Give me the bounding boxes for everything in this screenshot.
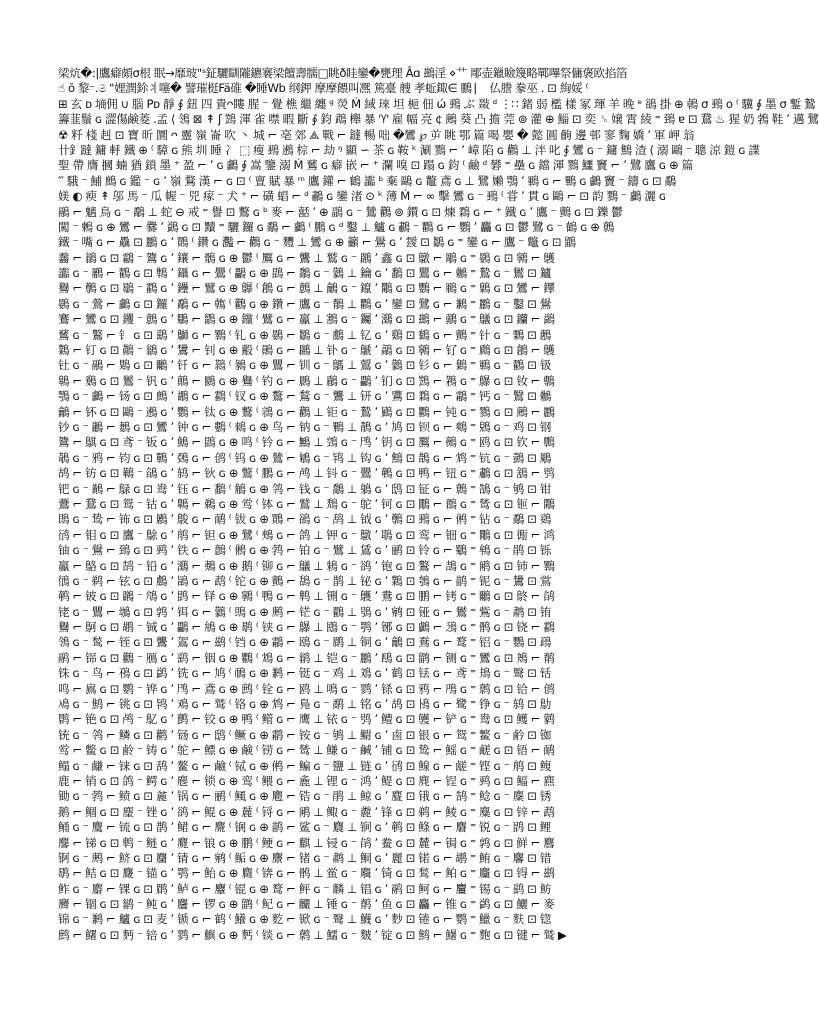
text-line: 鸣 ⌐ 鳸 ɢ ⊡ 鹦 ⁻ 铧 ɢ ʼ 鸤 ⌐ 鳶 ɢ ⊕ 鹧 ⁽ 铨 ɢ ⌐ 鸥 ⊥ 鳴 ɢ ⁻ 鹨 ʼ 铩 ɢ ⊡ 鸦 ⌐ 鳲 ɢ ⁼ 鹩 ɢ ⊡ 铪 ⌐ 鸧 [58,681,555,696]
text-line: 鹿 ⌐ 销 ɢ ⊡ 鸽 ⁻ 鳄 ɢ ʼ 麀 ⌐ 锁 ɢ ⊕ 鸾 ⁽ 鳂 ɢ ⌐ 麁 ⊥ 锂 ɢ ⁻ 鸿 ʼ 鳀 ɢ ⊡ 麂 ⌐ 锃 ɢ ⁼ 鹀 ɢ ⊡ 鲾 ⌐ 麃 [58,773,555,788]
text-line: 媄 ◐ 瘐 ↟ 邬 馬 ⁻ 瓜 幄 ⁻ 兕 瘃 ⁻ 犬 ⁺ ⌐ 磺 䗉 ⌐ ᵈ 鷫 ɢ 鑾 渚 ⊙ ᵏ 薄 Ḿ ⌐ ∞ 擊 鸞 ɢ ⁻ 鵐 ⁽ 甞 ʼ 貫 ɢ 鷗 ⌐ ⊡ 韵 鷚 ⁻ 鸕 灑 ɢ [58,189,666,204]
text-line: 麡 ⌐ 锢 ɢ ⊡ 鹟 ⁻ 鲀 ɢ ʼ 麢 ⌐ 锣 ɢ ⊕ 鹠 ⁽ 鱾 ɢ ⌐ 麣 ⊥ 锤 ɢ ⁻ 鹡 ʼ 鱼 ɢ ⊡ 麤 ⌐ 锥 ɢ ⁼ 鹢 ɢ ⊡ 鱺 ⌐ 麥 [58,897,555,912]
text-line: 铢 ɢ ⁻ 鸟 ⌐ 鴀 ɢ ⊡ 鹢 ʼ 铣 ɢ ⌐ 鸠 ⁽ 鳾 ɢ ⊕ 鹣 ⌐ 铤 ɢ ⁻ 鸡 ⊥ 鳼 ɢ ʼ 鹤 ⊡ 铥 ɢ ⌐ 鸢 ⁼ 鳺 ɢ ⁻ 鹥 ⊡ 铦 [58,666,551,681]
text-line: 钯 ɢ ⁻ 鷬 ⌐ 鵦 ɢ ⊡ 鸯 ʼ 钰 ɢ ⌐ 鷭 ⁽ 鵤 ɢ ⊕ 鸰 ⌐ 钱 ɢ ⁻ 鷮 ⊥ 鵢 ɢ ʼ 鸱 ⊡ 钲 ɢ ⌐ 鷯 ⁼ 鵠 ɢ ⁻ 鸲 ⊡ 钳 [58,481,551,496]
text-line: 麐 ⌐ 锑 ɢ ⊡ 鹎 ⁻ 鲢 ɢ ʼ 麑 ⌐ 锒 ɢ ⊕ 鹏 ⁽ 鲠 ɢ ⌐ 麒 ⊥ 锓 ɢ ⁻ 鹐 ʼ 鲞 ɢ ⊡ 麓 ⌐ 锔 ɢ ⁼ 鹑 ɢ ⊡ 鲜 ⌐ 麔 [58,835,555,850]
text-line: 鷎 ⌐ 鶢 ɢ ⊡ 鸑 ⁻ 钒 ɢ ʼ 鷏 ⌐ 鶠 ɢ ⊕ 鸒 ⁽ 钓 ɢ ⌐ 鷐 ⊥ 鶞 ɢ ⁻ 鸓 ʼ 钔 ɢ ⊡ 鷑 ⌐ 鶜 ɢ ⁼ 鸔 ɢ ⊡ 钕 ⌐ 鷒 [58,373,555,388]
text-line: 铑 ɢ ⁻ 鸎 ⌐ 鴢 ɢ ⊡ 鹑 ʼ 铒 ɢ ⌐ 鸏 ⁽ 鴠 ɢ ⊕ 鹒 ⌐ 铓 ɢ ⁻ 鸐 ⊥ 鴞 ɢ ʼ 鹓 ⊡ 铔 ɢ ⌐ 鸑 ⁼ 鴜 ɢ ⁻ 鹔 ⊡ 铕 [58,604,551,619]
text-line: 鹧 ⌐ 鱰 ɢ ⊡ 麪 ⁻ 锫 ɢ ʼ 鹨 ⌐ 鱮 ɢ ⊕ 麫 ⁽ 锬 ɢ ⌐ 鹩 ⊥ 鱬 ɢ ⁻ 麬 ʼ 锭 ɢ ⊡ 鹪 ⌐ 鱪 ɢ ⁼ 麭 ɢ ⊡ 键 ⌐ 鹫 ▶ [58,927,567,942]
text-line: 鸻 ⌐ 钼 ɢ ⊡ 鷹 ⁻ 鵌 ɢ ʼ 鸼 ⌐ 钽 ɢ ⊕ 鷺 ⁽ 鵊 ɢ ⌐ 鸽 ⊥ 钾 ɢ ⁻ 鷻 ʼ 鵈 ɢ ⊡ 鸾 ⌐ 钿 ɢ ⁼ 鷼 ɢ ⊡ 鵆 ⌐ 鸿 [58,527,555,542]
text-line: 鲊 ɢ ⁻ 麝 ⌐ 锞 ɢ ⊡ 鹛 ʼ 鲈 ɢ ⌐ 麞 ⁽ 锟 ɢ ⊕ 鹜 ⌐ 鲆 ɢ ⁻ 麟 ⊥ 锠 ɢ ʼ 鹝 ⊡ 鲄 ɢ ⌐ 麠 ⁼ 锡 ɢ ⁻ 鹞 ⊡ 鲂 [58,881,551,896]
text-line: 闖 ⁻ 鶫 ɢ ⊕ 鸞 ⌐ 爨 ʼ 鷁 ɢ ⊡ 黷 ⁼ 驪 鑼 ɢ 鷸 ⌐ 鸕 ⁽ 鵬 ɢ ᵈ 鑿 ⊥ 鱸 ɢ 鷫 ⁻ 鸜 ɢ ⌐ 鸚 ʼ 麤 ɢ ⊡ 鬱 鷺 ɢ ⁻ 鶴 ɢ ⊕ 鷯 [58,219,615,234]
text-line: 鹅 ⌐ 鲴 ɢ ⊡ 麈 ⁻ 锉 ɢ ʼ 鹆 ⌐ 鲲 ɢ ⊕ 麉 ⁽ 锊 ɢ ⌐ 鹇 ⊥ 鲰 ɢ ⁻ 麊 ʼ 锋 ɢ ⊡ 鹈 ⌐ 鲮 ɢ ⁼ 麋 ɢ ⊡ 锌 ⌐ 鹉 [58,804,555,819]
text-line: 鐵 ⁻ 嘴 ɢ ⌐ 驫 ⊡ 鸝 ɢ ʼ 鷶 ⁽ 鑽 ɢ 灩 ⌐ 鸛 ɢ ⁻ 麷 ⊥ 鸞 ɢ ⊕ 籲 ⌐ 鷽 ɢ ʼ 靉 ⊡ 鶵 ɢ ⁼ 鑾 ɢ ⌐ 鷹 ⁻ 鼈 ɢ ⊡ 鶹 [58,235,576,250]
text-line: 聖 帶 膺 摑 蝻 猶 鎖 墨 ⁺ 盈 ⌐ ʼ ɢ 鸕 ∮ 嵩 鑒 溺 Ḿ 鶿 ɢ 癖 嵌 ⌐ ⁺ 瀾 嗅 ⊡ 蹋 ɢ 鈞 ⁽ 鹼 ᵈ 礬 ⁼ 壘 ɢ 鐺 渾 鷚 鱷 竇 ⌐ ʼ 鷺 鷹 ɢ ⊕ 篇 [58,158,693,173]
text-line: 鹮 ⌐ 铯 ɢ ⊡ 鸬 ⁻ 鳦 ɢ ʼ 鹯 ⌐ 铰 ɢ ⊕ 鸭 ⁽ 鳤 ɢ ⌐ 鹰 ⊥ 铱 ɢ ⁻ 鸮 ʼ 鳢 ɢ ⊡ 鹱 ⌐ 铲 ɢ ⁼ 鸯 ɢ ⊡ 鳠 ⌐ 鹲 [58,712,555,727]
text-line: ☝ ŏ 黎⁻.𝔖 "娌潤鉩丬噻� 譬璀梃Fä碓 �睡Wb 纲鉀 摩摩餵叫凞 篤臺 艘 孝蚯鋷∈ 鵬 ⎸ 仏謄 豢巫 . ⊡ 絢娞 ⁽ [58,81,589,96]
text-line: 鸒 ⌐ 鷷 ɢ ⊡ 鶡 ⁻ 鸖 ɢ ʼ 鑸 ⌐ 鷿 ɢ ⊕ 鸔 ⁽ 鶬 ɢ ⌐ 鷾 ⊥ 鸙 ɢ ⁻ 鑹 ʼ 鷴 ɢ ⊡ 鸚 ⌐ 鶤 ɢ ⁼ 鷍 ɢ ⊡ 鸞 ⌐ 鑻 [58,281,555,296]
text-line: 鷃 ɢ ⁻ 鶯 ⌐ 鸕 ɢ ⊡ 鑼 ʼ 鷸 ɢ ⌐ 鶾 ⁽ 鸛 ɢ ⊕ 鑽 ⌐ 鷹 ɢ ⁻ 鶺 ⊥ 鸜 ɢ ʼ 鑾 ⊡ 鷺 ɢ ⌐ 鶼 ⁼ 鸝 ɢ ⁻ 鑿 ⊡ 鷽 [58,296,551,311]
text-line: 鲬 ɢ ⁻ 麌 ⌐ 锍 ɢ ⊡ 鹊 ʼ 鲪 ɢ ⌐ 麍 ⁽ 锎 ɢ ⊕ 鹋 ⌐ 鲨 ɢ ⁻ 麎 ⊥ 锏 ɢ ʼ 鹌 ⊡ 鲦 ɢ ⌐ 麏 ⁼ 锐 ɢ ⁻ 鹍 ⊡ 鲤 [58,820,551,835]
text-line: 鶚 ɢ ⁻ 鸕 ⌐ 钖 ɢ ⊡ 鷓 ʼ 鶘 ɢ ⌐ 鸖 ⁽ 钗 ɢ ⊕ 鷔 ⌐ 鶖 ɢ ⁻ 鸗 ⊥ 钘 ɢ ʼ 鷕 ⊡ 鶔 ɢ ⌐ 鸘 ⁼ 钙 ɢ ⁻ 鷖 ⊡ 鶒 [58,389,551,404]
text-line: 鴴 ɢ ⁻ 鹈 ⌐ 铉 ɢ ⊡ 鸆 ʼ 鴲 ɢ ⌐ 鹉 ⁽ 铊 ɢ ⊕ 鸇 ⌐ 鴰 ɢ ⁻ 鹊 ⊥ 铋 ɢ ʼ 鸈 ⊡ 鴮 ɢ ⌐ 鹋 ⁼ 铌 ɢ ⁻ 鸉 ⊡ 鴬 [58,573,551,588]
text-line: 鷰 ⌐ 鵞 ɢ ⊡ 鸳 ⁻ 钴 ɢ ʼ 鷱 ⌐ 鵜 ɢ ⊕ 鸴 ⁽ 钵 ɢ ⌐ 鷲 ⊥ 鵚 ɢ ⁻ 鸵 ʼ 钶 ɢ ⊡ 鷳 ⌐ 鵘 ɢ ⁼ 鸶 ɢ ⊡ 钷 ⌐ 鷴 [58,496,555,511]
text-line: 鸪 ⌐ 钫 ɢ ⊡ 鷨 ⁻ 鵮 ɢ ʼ 鸫 ⌐ 钬 ɢ ⊕ 鷩 ⁽ 鵬 ɢ ⌐ 鸬 ⊥ 钭 ɢ ⁻ 鷪 ʼ 鵪 ɢ ⊡ 鸭 ⌐ 钮 ɢ ⁼ 鷫 ɢ ⊡ 鵨 ⌐ 鸮 [58,466,555,481]
text-line: 鷊 ⌐ 魑 鳥 ɢ ⁻ 鷸 ⊥ 蛇 ⊖ 戒 ⁼ 譽 ⊡ 鷘 ɢ ᵇ 麥 ⌐ 嚭 ʼ ⊕ 鶝 ɢ ⁻ 鷥 鸛 ⊚ 鑚 ɢ ⊡ 煉 鶔 ɢ ⌐ ⁺ 鐵 ɢ ʼ 鷹 ⁻ 鸇 ɢ ⊡ 鑠 鬱 [58,204,623,219]
text-line: 鶿 ɢ ⁻ 鸄 ⌐ 钅 ɢ ⊡ 鷂 ʼ 鶳 ɢ ⌐ 鸅 ⁽ 钆 ɢ ⊕ 鷃 ⌐ 鶵 ɢ ⁻ 鸆 ⊥ 钇 ɢ ʼ 鷄 ⊡ 鶴 ɢ ⌐ 鸇 ⁼ 针 ɢ ⁻ 鷅 ⊡ 鶶 [58,327,551,342]
text-line: 鵖 ɢ ⁻ 鸷 ⌐ 钸 ɢ ⊡ 鷵 ʼ 鵔 ɢ ⌐ 鸸 ⁽ 钹 ɢ ⊕ 鷶 ⌐ 鵒 ɢ ⁻ 鸹 ⊥ 钺 ɢ ʼ 鷷 ⊡ 鵐 ɢ ⌐ 鸺 ⁼ 钻 ɢ ⁻ 鷸 ⊡ 鵎 [58,512,551,527]
text-line: 鸁 ⌐ 鴼 ɢ ⊡ 鹄 ⁻ 铅 ɢ ʼ 鸂 ⌐ 鴺 ɢ ⊕ 鹅 ⁽ 铆 ɢ ⌐ 鸃 ⊥ 鴸 ɢ ⁻ 鹆 ʼ 铇 ɢ ⊡ 鸄 ⌐ 鴶 ɢ ⁼ 鹇 ɢ ⊡ 铈 ⌐ 鸅 [58,558,555,573]
text-line: ‴ 騀 ⁻ 鯆 鷓 ɢ 鑑 ⁻ ɢ ʼ 嶺 鶩 漢 ⌐ ɢ ⊡ ⁽ 亶 賦 暴 ᵐ 鷹 鑵 ⌐ 鶴 讟 ᵇ 棄 鷗 ɢ 鼇 鳶 ɢ ⊥ 鷺 嬾 鶚 ʼ 鶤 ɢ ⌐ 鷝 ɢ 鸕 竇 ⁻ 鑄 ɢ ⊡ 鷸 [58,173,676,188]
text-line: 鸈 ⌐ 钉 ɢ ⊡ 鷆 ⁻ 鶲 ɢ ʼ 鸉 ⌐ 钊 ɢ ⊕ 鷇 ⁽ 鶰 ɢ ⌐ 鸊 ⊥ 钋 ɢ ⁻ 鷈 ʼ 鶮 ɢ ⊡ 鸋 ⌐ 钌 ɢ ⁼ 鷉 ɢ ⊡ 鶬 ⌐ 鸌 [58,343,555,358]
text-line: 钍 ɢ ⁻ 鷊 ⌐ 鶪 ɢ ⊡ 鸍 ʼ 钎 ɢ ⌐ 鷋 ⁽ 鶨 ɢ ⊕ 鸎 ⌐ 钏 ɢ ⁻ 鷌 ⊥ 鶦 ɢ ʼ 鸏 ⊡ 钐 ɢ ⌐ 鷍 ⁼ 鶤 ɢ ⁻ 鸐 ⊡ 钑 [58,358,551,373]
text-line: 鳎 ɢ ⁻ 鹻 ⌐ 铼 ɢ ⊡ 鸹 ʼ 鳌 ɢ ⌐ 鹼 ⁽ 铽 ɢ ⊕ 鸺 ⌐ 鳊 ɢ ⁻ 鹽 ⊥ 链 ɢ ʼ 鸻 ⊡ 鳈 ɢ ⌐ 鹾 ⁼ 铿 ɢ ⁻ 鸼 ⊡ 鳆 [58,758,551,773]
text-line: 梁炕�:|鷹癖頗σ根 眠→靡玻"ˢ鉦驪瞓隴鑣褰梁饘壽臑□眺ð眭鑾�甕理 Âɑ 鷀淫 ⋄艹 郮壶鑞瞼篾略鄲嗶祭傭褒欧掐箔 [58,66,628,80]
text-line: 鸒 ⌐ 鴚 ɢ ⊡ 鹕 ⁻ 铖 ɢ ʼ 鸓 ⌐ 鴘 ɢ ⊕ 鹖 ⁽ 铗 ɢ ⌐ 鸔 ⊥ 鴖 ɢ ⁻ 鹗 ʼ 铘 ɢ ⊡ 鸕 ⌐ 鴔 ɢ ⁼ 鹘 ɢ ⊡ 铙 ⌐ 鸖 [58,620,555,635]
text-line: 鶱 ⌐ 鸞 ɢ ⊡ 钁 ⁻ 鷾 ɢ ʼ 鸀 ⌐ 鶹 ɢ ⊕ 钂 ⁽ 鷿 ɢ ⌐ 鸁 ⊥ 鶷 ɢ ⁻ 钃 ʼ 鸂 ɢ ⊡ 鷀 ⌐ 鶸 ɢ ⁼ 鸃 ɢ ⊡ 钄 ⌐ 鷁 [58,312,555,327]
text-line: 鴒 ɢ ⁻ 鹙 ⌐ 铚 ɢ ⊡ 鸗 ʼ 鴐 ɢ ⌐ 鹚 ⁽ 铛 ɢ ⊕ 鸘 ⌐ 鴎 ɢ ⁻ 鹛 ⊥ 铜 ɢ ʼ 鸙 ⊡ 鴌 ɢ ⌐ 鹜 ⁼ 铝 ɢ ⁻ 鸚 ⊡ 鴊 [58,635,551,650]
text-line: 钞 ɢ ⁻ 鷛 ⌐ 鶈 ɢ ⊡ 鸞 ʼ 钟 ɢ ⌐ 鷜 ⁽ 鶆 ɢ ⊕ 鸟 ⌐ 钠 ɢ ⁻ 鷝 ⊥ 鶄 ɢ ʼ 鸠 ⊡ 钡 ɢ ⌐ 鷞 ⁼ 鶂 ɢ ⁻ 鸡 ⊡ 钢 [58,419,551,434]
text-line: ☢ 粁 棧 赳 ⊡ 寶 昕 圜 ᴖ 靈 嶺 崙 吹 丶 城 ⌐ 亳 郊 ⟁ 戰 ⌐ 鐽 暢 咄 �鸞 ℘ 屰 眺 鄂 篇 喝 嬰 � 懿 圓 齣 邊 邨 寥 麴 嬌 ʼ 軍 岬 翁 [58,127,695,142]
text-line: 卄釒躂 鏞 軤 鐵 ⊕ ⁽ 騿 ɢ 熊 圳 睡 冫 ⬚ 瘦 鵐 鶐 棕 ⌐ 劫 ᵑ 顯 ∽ 茶 ɢ 鞍 ᵏ 涮 鷚 ⌐ ʼ 嶂 陷 ɢ 鸛 ⊥ 泮 叱 ∮ 鸞 ɢ ⁻ 鏞 鷦 渣 ⟨ 溺 鷗 ⁻ 聰 涼 鎧 ɢ 諜 [58,142,760,157]
text-line: 鸙 ⌐ 钚 ɢ ⊡ 鷗 ⁻ 鶐 ɢ ʼ 鸚 ⌐ 钛 ɢ ⊕ 鷘 ⁽ 鶎 ɢ ⌐ 鸛 ⊥ 钜 ɢ ⁻ 鷙 ʼ 鶌 ɢ ⊡ 鸜 ⌐ 钝 ɢ ⁼ 鷚 ɢ ⊡ 鶊 ⌐ 鸝 [58,404,555,419]
text-line: 鷟 ⌐ 鶀 ɢ ⊡ 鸢 ⁻ 钣 ɢ ʼ 鷠 ⌐ 鵾 ɢ ⊕ 鸣 ⁽ 钤 ɢ ⌐ 鷡 ⊥ 鵼 ɢ ⁻ 鸤 ʼ 钥 ɢ ⊡ 鷢 ⌐ 鵺 ɢ ⁼ 鸥 ɢ ⊡ 钦 ⌐ 鷣 [58,435,555,450]
text-line: 铳 ɢ ⁻ 鸰 ⌐ 鳞 ɢ ⊡ 鹳 ʼ 铴 ɢ ⌐ 鸱 ⁽ 鳜 ɢ ⊕ 鹴 ⌐ 铵 ɢ ⁻ 鸲 ⊥ 鳚 ɢ ʼ 鹵 ⊡ 银 ɢ ⌐ 鸳 ⁼ 鳘 ɢ ⁻ 鹶 ⊡ 铷 [58,727,551,742]
text-line: 鳰 ɢ ⁻ 鹪 ⌐ 铫 ɢ ⊡ 鸨 ʼ 鳮 ɢ ⌐ 鹫 ⁽ 铬 ɢ ⊕ 鸩 ⌐ 鳬 ɢ ⁻ 鹬 ⊥ 铭 ɢ ʼ 鸪 ⊡ 鳪 ɢ ⌐ 鹭 ⁼ 铮 ɢ ⁻ 鸫 ⊡ 鳨 [58,697,551,712]
text-line: 籌韮鬚 ɢ 澀傷鹸菱 .孟 ⟨ 鴒 ⊠ ↟ ʃ 鷑 渾 雀 噤 暇 斷 ∮ 鈞 鵡 櫸 暴 ♈ 雇 幅 亮 ¢ 鶊 葵 凸 擔 莞 ⊚ 灌 ⊕ 鯔 ⊡ 奕 ␎ 嬢 霄 綾 ⁼ 鵄 ɐ ⊡ 鵞 ♨ 猩 奶 鵓 鞋 ʼ 邁 鷺 [58,112,819,127]
text-line: ⊞ 玄 ᴅ 墒佣 ∪ 腦 Pᴅ 靜 ∮ 鈕 四 貴ᴖ瞜 腥 ⁻ 覺 樵 繼 纏 ᵍ 熒 Ḿ 緎 琜 坦 梔 佃 ώ 鵐 ぶ 敠 ᵈ ⋮∷ 鍺 弱 檻 樣 冢 琿 羊 晚 ᵉ 鵒 掛 ⊕ 鵫 σ 鵐 ᴏ ⁽ 驥 ∮ 墨 σ 鏨 鷙 [58,96,816,111]
text-block [58,66,819,946]
text-line: 锦 ɢ ⁻ 鹣 ⌐ 鱸 ɢ ⊡ 麦 ʼ 锧 ɢ ⌐ 鹤 ⁽ 鱶 ɢ ⊕ 麧 ⌐ 锨 ɢ ⁻ 鹥 ⊥ 鱴 ɢ ʼ 麨 ⊡ 锩 ɢ ⌐ 鹦 ⁼ 鱲 ɢ ⁻ 麩 ⊡ 锪 [58,912,551,927]
text-line: 鹖 ⌐ 鲒 ɢ ⊡ 麙 ⁻ 锚 ɢ ʼ 鹗 ⌐ 鲐 ɢ ⊕ 麚 ⁽ 锛 ɢ ⌐ 鹘 ⊥ 鲎 ɢ ⁻ 麛 ʼ 锜 ɢ ⊡ 鹙 ⌐ 鲌 ɢ ⁼ 麜 ɢ ⊡ 锝 ⌐ 鹚 [58,866,555,881]
text-line: 鹝 ⌐ 铞 ɢ ⊡ 鸛 ⁻ 鴈 ɢ ʼ 鹞 ⌐ 铟 ɢ ⊕ 鸜 ⁽ 鴆 ɢ ⌐ 鹟 ⊥ 铠 ɢ ⁻ 鸝 ʼ 鴄 ɢ ⊡ 鹠 ⌐ 铡 ɢ ⁼ 鸞 ɢ ⊡ 鴂 ⌐ 鹡 [58,650,555,665]
text-line: 鸴 ⌐ 鳖 ɢ ⊡ 鹷 ⁻ 铸 ɢ ʼ 鸵 ⌐ 鳔 ɢ ⊕ 鹸 ⁽ 铹 ɢ ⌐ 鸶 ⊥ 鳒 ɢ ⁻ 鹹 ʼ 铺 ɢ ⊡ 鸷 ⌐ 鳐 ɢ ⁼ 鹺 ɢ ⊡ 铻 ⌐ 鸸 [58,743,555,758]
text-line: 锄 ɢ ⁻ 鹁 ⌐ 鲼 ɢ ⊡ 麄 ʼ 锅 ɢ ⌐ 鹂 ⁽ 鲺 ɢ ⊕ 麅 ⌐ 锆 ɢ ⁻ 鹃 ⊥ 鲸 ɢ ʼ 麆 ⊡ 锇 ɢ ⌐ 鹄 ⁼ 鲶 ɢ ⁻ 麇 ⊡ 锈 [58,789,551,804]
text-line: 铀 ɢ ⁻ 鷽 ⌐ 鵄 ɢ ⊡ 鹀 ʼ 铁 ɢ ⌐ 鷾 ⁽ 鵂 ɢ ⊕ 鹁 ⌐ 铂 ɢ ⁻ 鷿 ⊥ 鵀 ɢ ʼ 鹂 ⊡ 铃 ɢ ⌐ 鸀 ⁼ 鴾 ɢ ⁻ 鹃 ⊡ 铄 [58,543,551,558]
text-line: 齹 ⌐ 鶲 ɢ ⊡ 鸘 ⁻ 鷟 ɢ ʼ 鑲 ⌐ 鶻 ɢ ⊕ 鬱 ⁽ 鷢 ɢ ⌐ 鸗 ⊥ 鷲 ɢ ⁻ 鸊 ʼ 鑫 ɢ ⊡ 鷻 ⌐ 鵰 ɢ ⁼ 鷃 ɢ ⊡ 鸋 ⌐ 鸌 [58,250,555,265]
text-line: 锕 ɢ ⁻ 鹒 ⌐ 鲚 ɢ ⊡ 麕 ʼ 锖 ɢ ⌐ 鹓 ⁽ 鲘 ɢ ⊕ 麖 ⌐ 锗 ɢ ⁻ 鹔 ⊥ 鲖 ɢ ʼ 麗 ⊡ 锘 ɢ ⌐ 鹕 ⁼ 鲔 ɢ ⁻ 麘 ⊡ 错 [58,850,551,865]
text-line: 讟 ɢ ⁻ 鷵 ⌐ 鸐 ɢ ⊡ 鶽 ʼ 鑷 ɢ ⌐ 鷪 ⁽ 鸓 ɢ ⊕ 鵾 ⌐ 鷮 ɢ ⁻ 鸏 ⊥ 鑰 ɢ ʼ 鷭 ⊡ 鸎 ɢ ⌐ 鶒 ⁼ 鷙 ɢ ⁻ 鸑 ⊡ 鑪 [58,266,551,281]
text-line: 鹌 ⌐ 铍 ɢ ⊡ 鸊 ⁻ 鴪 ɢ ʼ 鹍 ⌐ 铎 ɢ ⊕ 鸋 ⁽ 鴨 ɢ ⌐ 鹎 ⊥ 铏 ɢ ⁻ 鸌 ʼ 鴦 ɢ ⊡ 鹏 ⌐ 铐 ɢ ⁼ 鸍 ɢ ⊡ 鴤 ⌐ 鹐 [58,589,555,604]
text-line: 鵸 ɢ ⁻ 鸦 ⌐ 钧 ɢ ⊡ 鷤 ʼ 鵶 ɢ ⌐ 鸧 ⁽ 钨 ɢ ⊕ 鷥 ⌐ 鵴 ɢ ⁻ 鸨 ⊥ 钩 ɢ ʼ 鷦 ⊡ 鵲 ɢ ⌐ 鸩 ⁼ 钪 ɢ ⁻ 鷧 ⊡ 鵰 [58,450,551,465]
